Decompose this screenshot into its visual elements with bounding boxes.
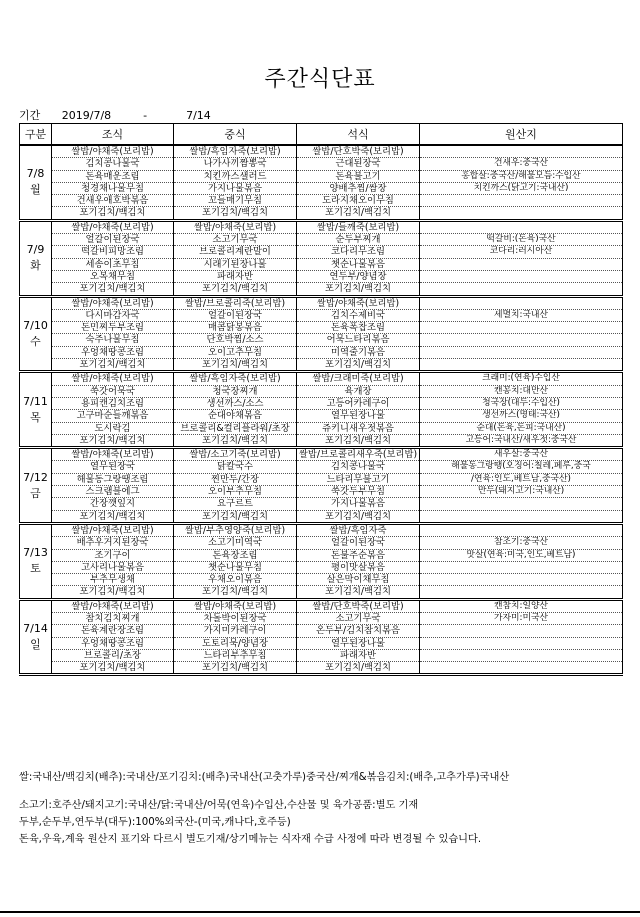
menu-item: 쌀밥/브로콜리새우죽(보리밥)	[298, 449, 418, 461]
menu-item: 포기김치/백김치	[79, 359, 146, 371]
origin-line	[420, 259, 622, 271]
origin-line	[420, 625, 622, 637]
menu-item: 단호박찜/소스	[174, 334, 296, 346]
menu-item: 코다리무조림	[297, 246, 419, 258]
day-row	[20, 448, 623, 524]
menu-item: 살은막이채무침	[297, 574, 419, 586]
lunch-cell	[174, 145, 297, 220]
dinner-cell	[297, 372, 420, 448]
dinner-cell	[297, 296, 420, 372]
origin-line: 만두(돼지고기:국내산)	[420, 486, 622, 498]
menu-item: 얼갈이된장국	[297, 537, 419, 549]
menu-item: 쌀밥/야채죽(보리밥)	[52, 373, 173, 385]
menu-item: 쑥갓두부무침	[297, 486, 419, 498]
origin-cell	[420, 372, 623, 448]
menu-item: 도토리묵/양념장	[174, 638, 296, 650]
menu-item: 고사리나물볶음	[52, 562, 173, 574]
origin-line: 고등어:국내산/새우젓:중국산	[465, 434, 577, 445]
menu-item: 오이고추무침	[174, 347, 296, 359]
menu-item: 닭칼국수	[174, 461, 296, 473]
menu-item: 숙주나물무침	[52, 334, 173, 346]
menu-item: 양배추찜/쌈장	[297, 183, 419, 195]
menu-item: 우채오이볶음	[174, 574, 296, 586]
menu-item: 느타리부추무침	[174, 650, 296, 662]
col-header-origin: 원산지	[420, 124, 623, 146]
menu-item: 가지나물볶음	[297, 498, 419, 510]
menu-item: 우엉채땅콩조림	[52, 638, 173, 650]
menu-item: 쥬키니새우젓볶음	[297, 423, 419, 435]
origin-line: 생선까스(명태:국산)	[420, 410, 622, 422]
menu-item: 열무된장나물	[297, 410, 419, 422]
menu-item: 오이부추무침	[174, 486, 296, 498]
menu-item: 평이맛살볶음	[297, 562, 419, 574]
dinner-cell	[297, 448, 420, 524]
menu-item: 포기김치/백김치	[79, 283, 146, 295]
menu-item: 쌀밥/야채죽(보리밥)	[52, 525, 173, 537]
menu-item: 포기김치/백김치	[202, 662, 268, 674]
day-date: 7/14	[23, 622, 48, 636]
menu-item: 쑥갓어묵국	[52, 386, 173, 398]
menu-item: 포기김치/백김치	[325, 359, 391, 371]
menu-item: 부추무생채	[52, 574, 173, 586]
origin-line: 해물동그랑땡(오징어:칠레,페루,중국	[420, 461, 622, 473]
menu-item: 포기김치/백김치	[202, 359, 268, 371]
dinner-cell	[297, 599, 420, 675]
menu-item: 김치콩나물국	[52, 158, 173, 170]
period-label: 기간	[19, 109, 41, 122]
breakfast-cell	[52, 145, 174, 220]
menu-item: 우엉채땅콩조림	[52, 347, 173, 359]
col-header-lunch: 중식	[174, 124, 297, 146]
origin-line: 청국장(대두:수입산)	[420, 398, 622, 410]
menu-item: 연두부/양념장	[297, 271, 419, 283]
menu-item: 브로콜리계란말이	[174, 246, 296, 258]
menu-item: 어묵느타리볶음	[297, 334, 419, 346]
breakfast-cell	[52, 599, 174, 675]
day-date: 7/9	[26, 243, 45, 257]
menu-item: 포기김치/백김치	[202, 207, 268, 219]
page-title: 주간식단표	[264, 67, 376, 92]
menu-item: 챗순나물무침	[174, 562, 296, 574]
menu-item: 쌀밥/야채죽(보리밥)	[52, 449, 173, 461]
origin-line	[420, 511, 622, 522]
bottom-rule	[0, 911, 640, 913]
day-label-cell	[20, 599, 52, 675]
menu-item: 치킨까스샐러드	[174, 171, 296, 183]
day-date: 7/10	[23, 318, 48, 332]
header-row	[20, 124, 623, 146]
menu-item: 매콤닭봉볶음	[174, 322, 296, 334]
menu-item: 용피캔김치조림	[52, 398, 173, 410]
day-row	[20, 145, 623, 220]
footer-note-2: 소고기:호주산/돼지고기:국내산/닭:국내산/어묵(연육)수입산,수산물 및 육가공품:별도 기재	[19, 800, 419, 811]
menu-item: 간장깻잎지	[52, 498, 173, 510]
menu-item: 오복채무침	[52, 271, 173, 283]
footer-note-3: 두부,순두부,연두부(대두):100%외국산-(미국,캐나다,호주등)	[19, 817, 291, 828]
menu-item: 파래자반	[297, 650, 419, 662]
menu-item: 쌀밥/흑임자죽	[297, 525, 419, 537]
day-row	[20, 599, 623, 675]
origin-line	[420, 359, 622, 370]
day-row	[20, 296, 623, 372]
origin-line	[420, 638, 622, 650]
menu-item: 브로콜리/초장	[52, 650, 173, 662]
menu-item: 돈육불고기	[297, 171, 419, 183]
day-weekday: 목	[30, 410, 41, 424]
menu-item: 배추우거지된장국	[52, 537, 173, 549]
day-weekday: 토	[30, 562, 41, 576]
origin-line: 떡갈비:(돈육)국산	[420, 234, 622, 246]
origin-line	[420, 586, 622, 597]
menu-item: 쌀밥/단호박죽(보리밥)	[297, 601, 419, 613]
day-row	[20, 523, 623, 599]
menu-item: 쌀밥/흑임자죽(보리밥)	[174, 373, 296, 385]
menu-item: 챗순나물볶음	[297, 259, 419, 271]
menu-item: 쌀밥/소고기죽(보리밥)	[174, 449, 296, 461]
menu-item: 쌀밥/야채죽(보리밥)	[297, 298, 419, 310]
origin-line	[420, 207, 622, 218]
menu-item: 느타리무불고기	[297, 474, 419, 486]
origin-line: 홍합살:중국산/해물모듬:수입산	[420, 171, 622, 183]
origin-line: 캔꽁치:대만산	[420, 386, 622, 398]
col-header-dinner: 석식	[297, 124, 420, 146]
menu-item: 포기김치/백김치	[79, 207, 146, 219]
menu-item: 포기김치/백김치	[79, 662, 146, 674]
menu-item: 건새우애호박볶음	[52, 195, 173, 207]
menu-item: 해물동그랑땡조림	[52, 474, 173, 486]
menu-item: 스크램블에그	[52, 486, 173, 498]
day-label-cell	[20, 523, 52, 599]
origin-line	[420, 347, 622, 359]
menu-item: 포기김치/백김치	[202, 434, 268, 446]
menu-item: 청국장찌개	[174, 386, 296, 398]
day-weekday: 수	[30, 334, 41, 348]
menu-item: 포기김치/백김치	[325, 283, 391, 295]
menu-item: 쌀밥/야채죽(보리밥)	[174, 222, 296, 234]
origin-line	[420, 334, 622, 346]
origin-line: 크래미:(연육)수입산	[420, 373, 622, 385]
breakfast-cell	[52, 296, 174, 372]
footer-note-4: 돈육,우육,계육 원산지 표기와 다르시 별도기재/상기메뉴는 식자재 수급 사정에 따라 변경될 수 있습니다.	[19, 834, 482, 845]
menu-item: 나가사끼짬뽕국	[174, 158, 296, 170]
menu-item: 포기김치/백김치	[202, 283, 268, 295]
menu-item: 다시마감자국	[52, 310, 173, 322]
origin-line: 맛살(연육:미국,인도,베트남)	[420, 550, 622, 562]
menu-item: 포기김치/백김치	[325, 662, 391, 674]
day-label-cell	[20, 296, 52, 372]
origin-line	[420, 650, 622, 662]
menu-item: 꼬들매기무침	[174, 195, 296, 207]
origin-cell	[420, 296, 623, 372]
menu-item: 가지미카레구이	[174, 625, 296, 637]
menu-item: 가지나물볶음	[174, 183, 296, 195]
menu-item: 얼갈이된장국	[174, 310, 296, 322]
menu-item: 포기김치/백김치	[325, 586, 391, 598]
day-label-cell	[20, 448, 52, 524]
menu-item: 쌀밥/야채죽(보리밥)	[52, 146, 173, 158]
period-end: 7/14	[186, 109, 211, 122]
origin-line	[420, 574, 622, 586]
menu-item: 포기김치/백김치	[325, 510, 391, 522]
lunch-cell	[174, 372, 297, 448]
menu-item: 열무된장나물	[297, 638, 419, 650]
day-row	[20, 220, 623, 296]
day-date: 7/8	[26, 167, 45, 181]
menu-item: 포기김치/백김치	[325, 207, 391, 219]
day-date: 7/13	[23, 546, 48, 560]
day-label-cell	[20, 372, 52, 448]
day-label-cell	[20, 220, 52, 296]
menu-item: 미역줄기볶음	[297, 347, 419, 359]
menu-item: 돈육계란장조림	[52, 625, 173, 637]
menu-item: 청경채나물무침	[52, 183, 173, 195]
breakfast-cell	[52, 220, 174, 296]
day-weekday: 금	[30, 486, 41, 500]
menu-item: 육개장	[297, 386, 419, 398]
menu-item: 김치콩나물국	[297, 461, 419, 473]
menu-item: 찐만두/간장	[174, 474, 296, 486]
menu-item: 생선까스/소스	[174, 398, 296, 410]
menu-item: 열무된장국	[52, 461, 173, 473]
origin-cell	[420, 448, 623, 524]
menu-item: 세송이초무침	[52, 259, 173, 271]
breakfast-cell	[52, 448, 174, 524]
origin-cell	[420, 145, 623, 220]
lunch-cell	[174, 296, 297, 372]
menu-item: 요구르트	[174, 498, 296, 510]
menu-item: 쌀밥/야채죽(보리밥)	[52, 601, 173, 613]
origin-line: 참조기:중국산	[420, 537, 622, 549]
day-date: 7/12	[23, 470, 48, 484]
menu-item: 조기구이	[52, 550, 173, 562]
origin-line	[420, 283, 622, 294]
menu-item: 쌀밥/단호박죽(보리밥)	[297, 146, 419, 158]
menu-item: 김치수제비국	[297, 310, 419, 322]
origin-line: 코다리:러시아산	[420, 246, 622, 258]
origin-line	[420, 222, 622, 234]
origin-line	[420, 322, 622, 334]
lunch-cell	[174, 599, 297, 675]
menu-item: 돈육매운조림	[52, 171, 173, 183]
origin-line: 세멸치:국내산	[420, 310, 622, 322]
origin-line	[420, 271, 622, 283]
dinner-cell	[297, 145, 420, 220]
day-weekday: 화	[30, 259, 41, 273]
menu-item: 쌀밥/크래미죽(보리밥)	[297, 373, 419, 385]
menu-item: 차돌박이된장국	[174, 613, 296, 625]
origin-line: 순대(돈육,돈피:국내산)	[420, 423, 622, 435]
period-start: 2019/7/8	[61, 109, 112, 122]
day-row	[20, 372, 623, 448]
origin-line: 새우살:중국산	[420, 449, 622, 461]
origin-line	[420, 298, 622, 310]
menu-item: 돈민찌두부조림	[52, 322, 173, 334]
menu-item: 포기김치/백김치	[79, 510, 146, 522]
period-dash: -	[143, 109, 148, 122]
menu-item: 고구마순들깨볶음	[52, 410, 173, 422]
menu-item: 쌀밥/브로콜리죽(보리밥)	[174, 298, 296, 310]
origin-line	[420, 195, 622, 207]
menu-item: 쌀밥/들깨죽(보리밥)	[297, 222, 419, 234]
period-line	[19, 107, 215, 123]
menu-item: 쌀밥/부추영양죽(보리밥)	[174, 525, 296, 537]
menu-body	[20, 145, 623, 675]
day-weekday: 월	[30, 183, 41, 197]
origin-line: 건새우:중국산	[420, 158, 622, 170]
menu-item: 도라지채오이무침	[297, 195, 419, 207]
dinner-cell	[297, 523, 420, 599]
origin-line: /연육:인도,베트남,중국산)	[420, 474, 622, 486]
origin-line	[420, 525, 622, 537]
origin-line: 캔참치:일양산	[420, 601, 622, 613]
menu-item: 순대야채볶음	[174, 410, 296, 422]
menu-item: 근대된장국	[297, 158, 419, 170]
col-header-breakfast: 조식	[52, 124, 174, 146]
origin-line	[420, 562, 622, 574]
menu-item: 쌀밥/야채죽(보리밥)	[174, 601, 296, 613]
origin-line: 치킨까스(닭고기:국내산)	[420, 183, 622, 195]
origin-cell	[420, 599, 623, 675]
origin-line	[420, 146, 622, 158]
menu-item: 순두부찌개	[297, 234, 419, 246]
breakfast-cell	[52, 372, 174, 448]
footer-note-1: 쌀:국내산/백김치(배추):국내산/포기김치:(배추)국내산(고춧가루)중국산/찌개&볶음김치:(배추,고추가루)국내산	[19, 772, 510, 783]
menu-item: 얼갈이된장국	[52, 234, 173, 246]
menu-item: 포기김치/백김치	[202, 510, 268, 522]
menu-item: 쌀밥/야채죽(보리밥)	[52, 222, 173, 234]
dinner-cell	[297, 220, 420, 296]
menu-table	[19, 123, 623, 676]
menu-item: 포기김치/백김치	[202, 586, 268, 598]
lunch-cell	[174, 448, 297, 524]
menu-item: 온두부/김치참치볶음	[297, 625, 419, 637]
day-date: 7/11	[23, 394, 48, 408]
menu-item: 포기김치/백김치	[79, 586, 146, 598]
menu-item: 포기김치/백김치	[79, 434, 146, 446]
menu-item: 쌀밥/야채죽(보리밥)	[52, 298, 173, 310]
lunch-cell	[174, 220, 297, 296]
origin-line	[420, 498, 622, 510]
day-weekday: 일	[30, 638, 41, 652]
origin-line	[420, 662, 622, 673]
menu-item: 떡갈비피망조림	[52, 246, 173, 258]
menu-item: 고등어카레구이	[297, 398, 419, 410]
origin-cell	[420, 220, 623, 296]
menu-item: 소고기미역국	[174, 537, 296, 549]
menu-item: 돈육폭찹조림	[297, 322, 419, 334]
menu-item: 시래기된장나물	[174, 259, 296, 271]
menu-item: 도시락김	[52, 423, 173, 435]
menu-item: 쌀밥/흑임자죽(보리밥)	[174, 146, 296, 158]
menu-item: 브로콜리&컬리플라워/초장	[174, 423, 296, 435]
origin-cell	[420, 523, 623, 599]
menu-item: 포기김치/백김치	[325, 434, 391, 446]
day-label-cell	[20, 145, 52, 220]
menu-item: 돈불주순볶음	[297, 550, 419, 562]
menu-item: 소고기무국	[297, 613, 419, 625]
menu-item: 돈육장조림	[174, 550, 296, 562]
breakfast-cell	[52, 523, 174, 599]
origin-line: 가자미:미국산	[420, 613, 622, 625]
lunch-cell	[174, 523, 297, 599]
menu-item: 참치김치찌개	[52, 613, 173, 625]
menu-item: 파래자반	[174, 271, 296, 283]
col-header-category: 구분	[20, 124, 52, 146]
menu-item: 소고기무국	[174, 234, 296, 246]
